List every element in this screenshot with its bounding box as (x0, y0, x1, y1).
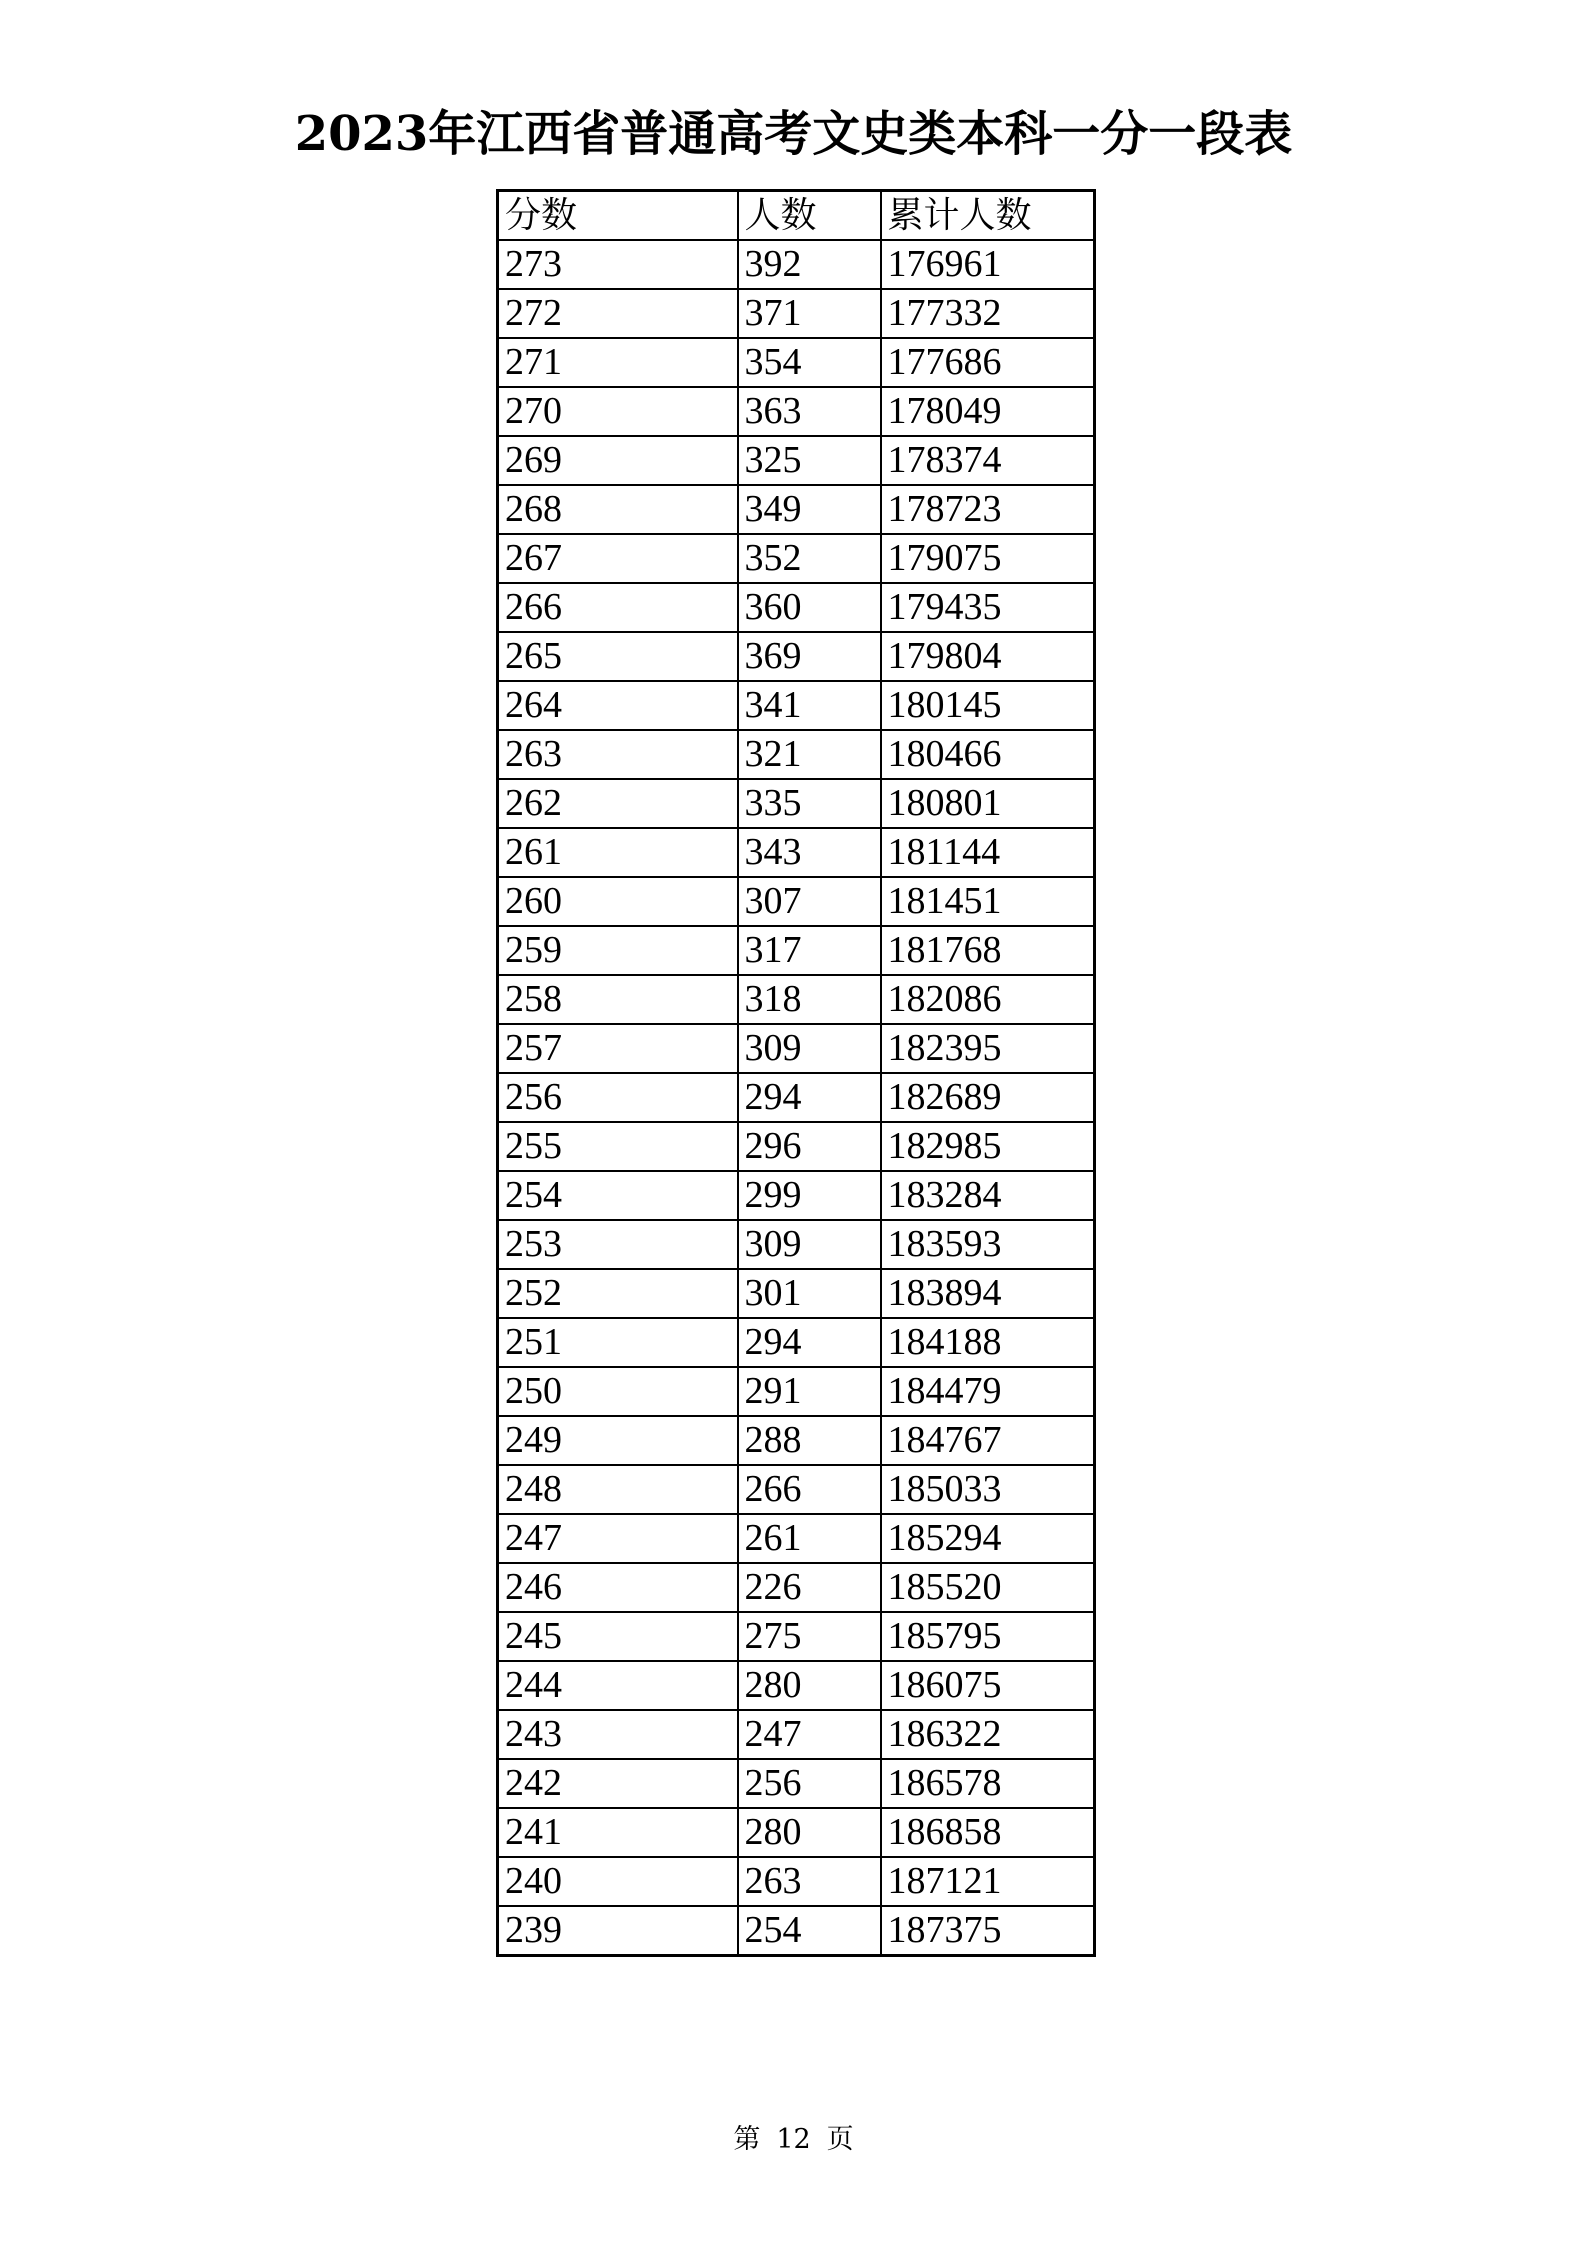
header-cumulative: 累计人数 (881, 191, 1095, 241)
cell-cumulative: 181144 (881, 828, 1095, 877)
cell-count: 360 (738, 583, 881, 632)
cell-score: 252 (498, 1269, 738, 1318)
footer-suffix: 页 (826, 2124, 854, 2155)
cell-count: 291 (738, 1367, 881, 1416)
cell-count: 341 (738, 681, 881, 730)
cell-cumulative: 185033 (881, 1465, 1095, 1514)
cell-count: 301 (738, 1269, 881, 1318)
table-row (498, 436, 1095, 485)
cell-cumulative: 179435 (881, 583, 1095, 632)
cell-score: 261 (498, 828, 738, 877)
footer-page-number: 12 (776, 2124, 811, 2155)
cell-score: 255 (498, 1122, 738, 1171)
table-row (498, 1367, 1095, 1416)
header-score: 分数 (498, 191, 738, 241)
cell-count: 261 (738, 1514, 881, 1563)
table-row (498, 1906, 1095, 1956)
cell-cumulative: 178374 (881, 436, 1095, 485)
table-row (498, 1073, 1095, 1122)
cell-score: 273 (498, 240, 738, 289)
cell-score: 269 (498, 436, 738, 485)
cell-score: 268 (498, 485, 738, 534)
cell-cumulative: 182086 (881, 975, 1095, 1024)
cell-score: 248 (498, 1465, 738, 1514)
cell-cumulative: 183894 (881, 1269, 1095, 1318)
cell-score: 242 (498, 1759, 738, 1808)
cell-cumulative: 186858 (881, 1808, 1095, 1857)
cell-count: 309 (738, 1024, 881, 1073)
cell-score: 253 (498, 1220, 738, 1269)
cell-cumulative: 180145 (881, 681, 1095, 730)
table-row (498, 1416, 1095, 1465)
cell-cumulative: 180466 (881, 730, 1095, 779)
table-row (498, 926, 1095, 975)
cell-score: 264 (498, 681, 738, 730)
cell-score: 257 (498, 1024, 738, 1073)
page-footer (0, 2120, 1587, 2160)
cell-cumulative: 185294 (881, 1514, 1095, 1563)
table-row (498, 1220, 1095, 1269)
cell-score: 240 (498, 1857, 738, 1906)
table-row (498, 681, 1095, 730)
cell-count: 363 (738, 387, 881, 436)
table-row (498, 1465, 1095, 1514)
cell-score: 243 (498, 1710, 738, 1759)
cell-count: 275 (738, 1612, 881, 1661)
cell-cumulative: 187121 (881, 1857, 1095, 1906)
cell-count: 280 (738, 1661, 881, 1710)
cell-cumulative: 184767 (881, 1416, 1095, 1465)
cell-score: 262 (498, 779, 738, 828)
table-row (498, 387, 1095, 436)
cell-count: 226 (738, 1563, 881, 1612)
cell-count: 294 (738, 1318, 881, 1367)
cell-score: 245 (498, 1612, 738, 1661)
cell-cumulative: 186322 (881, 1710, 1095, 1759)
cell-count: 296 (738, 1122, 881, 1171)
cell-count: 371 (738, 289, 881, 338)
cell-count: 369 (738, 632, 881, 681)
cell-score: 244 (498, 1661, 738, 1710)
table-row (498, 1661, 1095, 1710)
footer-prefix: 第 (733, 2124, 761, 2155)
cell-score: 267 (498, 534, 738, 583)
table-row (498, 975, 1095, 1024)
cell-count: 256 (738, 1759, 881, 1808)
cell-count: 307 (738, 877, 881, 926)
cell-cumulative: 185520 (881, 1563, 1095, 1612)
cell-count: 321 (738, 730, 881, 779)
cell-count: 254 (738, 1906, 881, 1956)
table-row (498, 1710, 1095, 1759)
cell-count: 354 (738, 338, 881, 387)
cell-score: 270 (498, 387, 738, 436)
cell-count: 335 (738, 779, 881, 828)
cell-cumulative: 182395 (881, 1024, 1095, 1073)
table-row (498, 1171, 1095, 1220)
score-distribution-table (496, 189, 1096, 1957)
cell-cumulative: 180801 (881, 779, 1095, 828)
table-row (498, 338, 1095, 387)
table-row (498, 534, 1095, 583)
cell-count: 325 (738, 436, 881, 485)
table-row (498, 1808, 1095, 1857)
cell-count: 309 (738, 1220, 881, 1269)
cell-score: 249 (498, 1416, 738, 1465)
cell-score: 239 (498, 1906, 738, 1956)
cell-count: 266 (738, 1465, 881, 1514)
cell-score: 263 (498, 730, 738, 779)
cell-score: 246 (498, 1563, 738, 1612)
cell-count: 318 (738, 975, 881, 1024)
table-header-row (498, 191, 1095, 241)
cell-count: 317 (738, 926, 881, 975)
cell-count: 352 (738, 534, 881, 583)
cell-cumulative: 182985 (881, 1122, 1095, 1171)
table-row (498, 1024, 1095, 1073)
cell-count: 247 (738, 1710, 881, 1759)
cell-score: 266 (498, 583, 738, 632)
cell-cumulative: 181451 (881, 877, 1095, 926)
cell-cumulative: 184479 (881, 1367, 1095, 1416)
table-row (498, 1563, 1095, 1612)
cell-cumulative: 183593 (881, 1220, 1095, 1269)
table-row (498, 289, 1095, 338)
cell-cumulative: 177686 (881, 338, 1095, 387)
cell-cumulative: 178049 (881, 387, 1095, 436)
table-row (498, 583, 1095, 632)
cell-cumulative: 185795 (881, 1612, 1095, 1661)
cell-cumulative: 186075 (881, 1661, 1095, 1710)
cell-count: 263 (738, 1857, 881, 1906)
cell-score: 271 (498, 338, 738, 387)
table-row (498, 1269, 1095, 1318)
cell-cumulative: 178723 (881, 485, 1095, 534)
cell-count: 349 (738, 485, 881, 534)
page-title: 2023年江西省普通高考文史类本科一分一段表 (294, 106, 1293, 162)
cell-cumulative: 187375 (881, 1906, 1095, 1956)
cell-count: 288 (738, 1416, 881, 1465)
cell-cumulative: 177332 (881, 289, 1095, 338)
cell-score: 247 (498, 1514, 738, 1563)
table-row (498, 1759, 1095, 1808)
table-body (498, 240, 1095, 1956)
table-row (498, 632, 1095, 681)
table-row (498, 1857, 1095, 1906)
cell-cumulative: 183284 (881, 1171, 1095, 1220)
cell-score: 250 (498, 1367, 738, 1416)
cell-cumulative: 179804 (881, 632, 1095, 681)
table-row (498, 877, 1095, 926)
cell-score: 258 (498, 975, 738, 1024)
cell-count: 392 (738, 240, 881, 289)
cell-score: 256 (498, 1073, 738, 1122)
header-count: 人数 (738, 191, 881, 241)
cell-score: 259 (498, 926, 738, 975)
table-row (498, 1318, 1095, 1367)
cell-count: 343 (738, 828, 881, 877)
cell-cumulative: 176961 (881, 240, 1095, 289)
table-row (498, 779, 1095, 828)
table-row (498, 828, 1095, 877)
table-row (498, 485, 1095, 534)
cell-cumulative: 179075 (881, 534, 1095, 583)
cell-score: 241 (498, 1808, 738, 1857)
cell-score: 272 (498, 289, 738, 338)
cell-cumulative: 186578 (881, 1759, 1095, 1808)
cell-cumulative: 184188 (881, 1318, 1095, 1367)
cell-cumulative: 181768 (881, 926, 1095, 975)
table-row (498, 240, 1095, 289)
cell-count: 294 (738, 1073, 881, 1122)
cell-count: 299 (738, 1171, 881, 1220)
table-row (498, 1612, 1095, 1661)
cell-cumulative: 182689 (881, 1073, 1095, 1122)
cell-score: 260 (498, 877, 738, 926)
table-row (498, 1514, 1095, 1563)
cell-score: 265 (498, 632, 738, 681)
cell-count: 280 (738, 1808, 881, 1857)
cell-score: 251 (498, 1318, 738, 1367)
table-row (498, 730, 1095, 779)
cell-score: 254 (498, 1171, 738, 1220)
table-row (498, 1122, 1095, 1171)
